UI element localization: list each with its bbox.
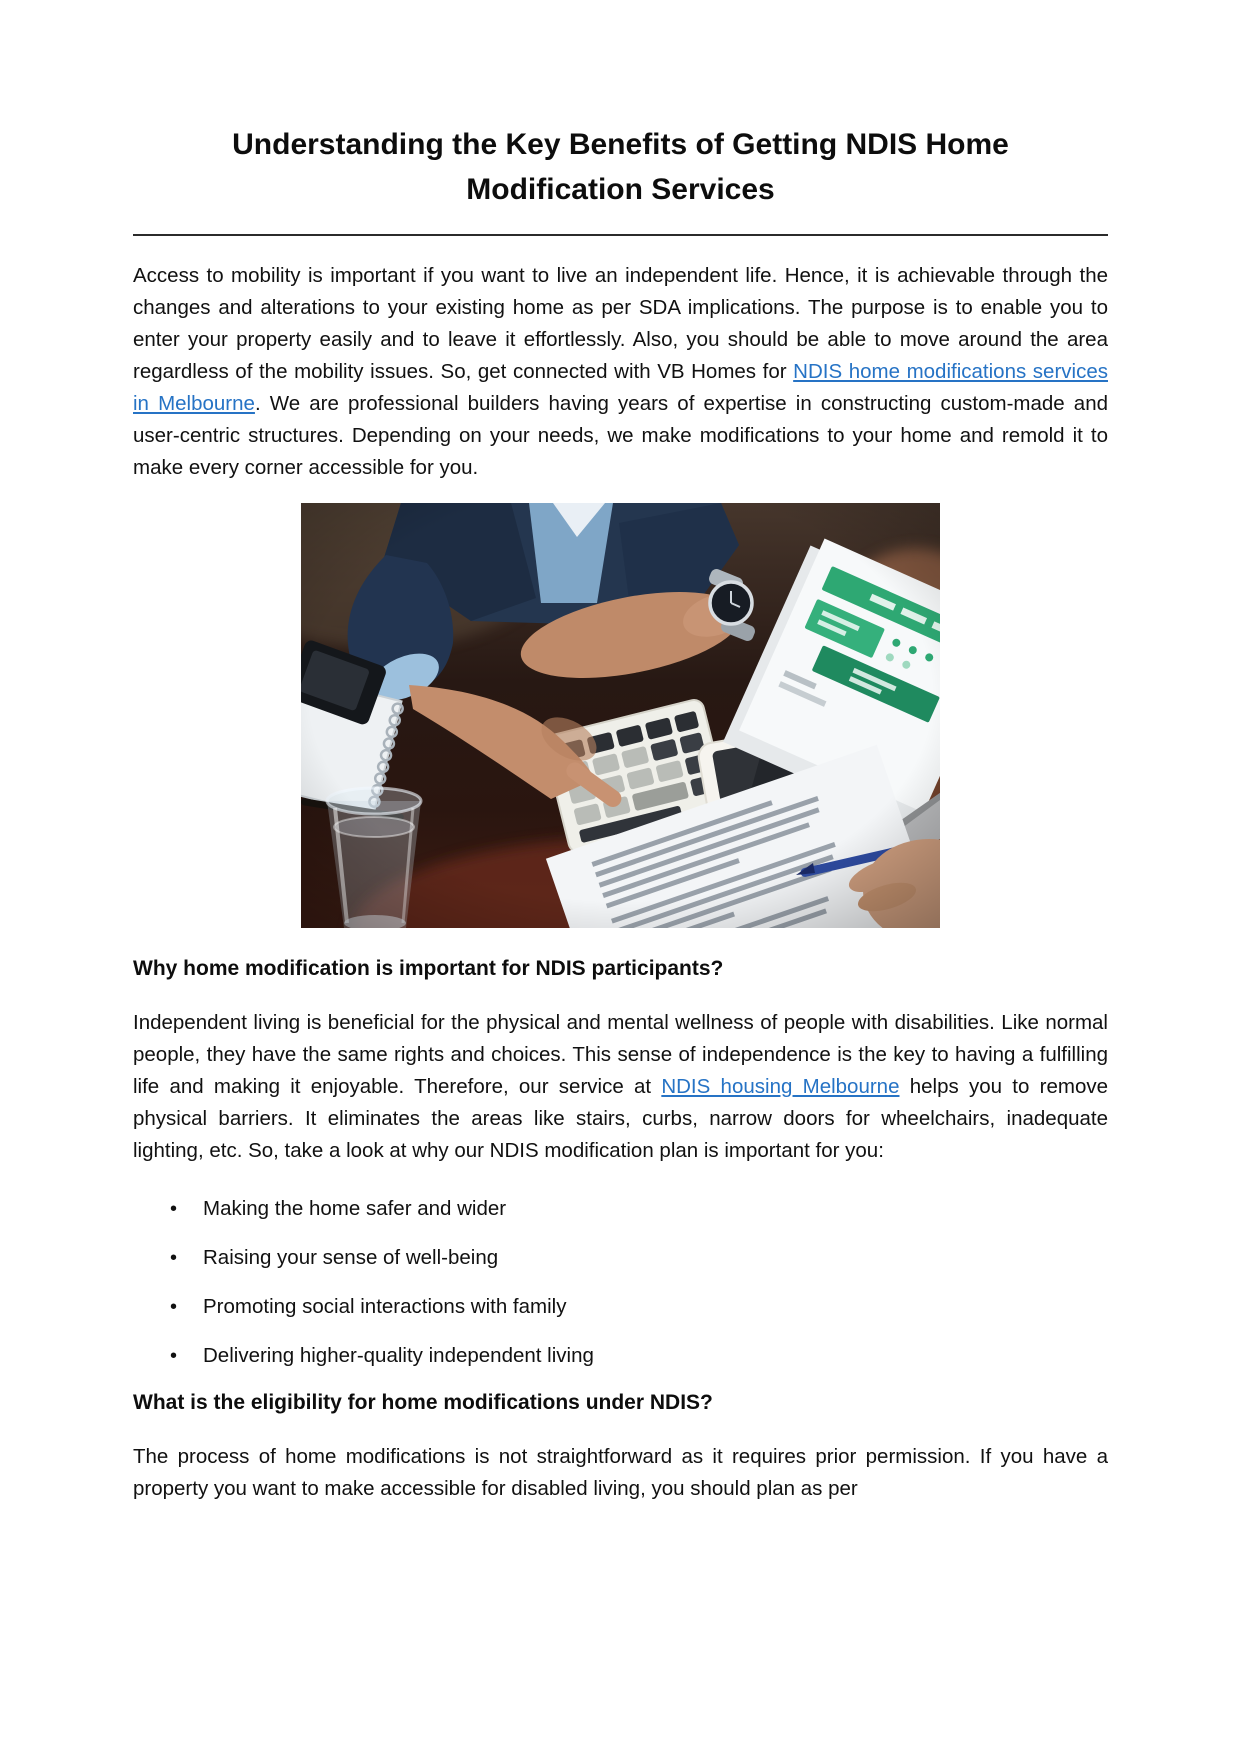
list-item: • Making the home safer and wider: [133, 1193, 1108, 1225]
link-ndis-home-modifications[interactable]: NDIS home modifications services in Melbourne: [133, 360, 1108, 415]
link-ndis-housing-melbourne[interactable]: NDIS housing Melbourne: [661, 1075, 900, 1098]
intro-text-pre: Access to mobility is important if you want to live an independent life. Hence, it is achievable through the changes and alterations to your existing home as per SDA implications. The purpose is to enable you to enter your property easily and to leave it effortlessly. Also, you should be able to move around the area regardless of the mobility issues. So, get connected with VB Homes for: [133, 264, 1108, 383]
intro-paragraph: [133, 260, 1108, 484]
section1-heading: Why home modification is important for NDIS participants?: [133, 957, 724, 980]
section2-paragraph: The process of home modifications is not straightforward as it requires prior permission. If you have a property you want to make accessible for disabled living, you should plan as per: [133, 1445, 1108, 1500]
section1-text-pre: Independent living is beneficial for the physical and mental wellness of people with disabilities. Like normal people, they have the same rights and choices. This sense of independence is the key to having a fulfilling life and making it enjoyable. Therefore, our service at: [133, 1011, 1108, 1098]
benefits-list: [133, 1193, 1108, 1372]
section1-paragraph: [133, 1007, 1108, 1167]
article-title: Understanding the Key Benefits of Getting NDIS Home Modification Services: [133, 122, 1108, 236]
article-photo: [301, 503, 940, 928]
section2-heading: What is the eligibility for home modifications under NDIS?: [133, 1391, 713, 1414]
meeting-photo-illustration: [301, 503, 940, 928]
list-item: • Raising your sense of well-being: [133, 1242, 1108, 1274]
section1-text-post: helps you to remove physical barriers. It eliminates the areas like stairs, curbs, narrow doors for wheelchairs, inadequate lighting, etc. So, take a look at why our NDIS modification plan is important for you:: [133, 1075, 1109, 1162]
list-item: • Delivering higher-quality independent living: [133, 1340, 1108, 1372]
document-content: [133, 0, 1108, 1505]
intro-text-post: . We are professional builders having years of expertise in constructing custom-made and user-centric structures. Depending on your needs, we make modifications to your home and remold it to make every corner accessible for you.: [133, 392, 1109, 479]
list-item: • Promoting social interactions with family: [133, 1291, 1108, 1323]
